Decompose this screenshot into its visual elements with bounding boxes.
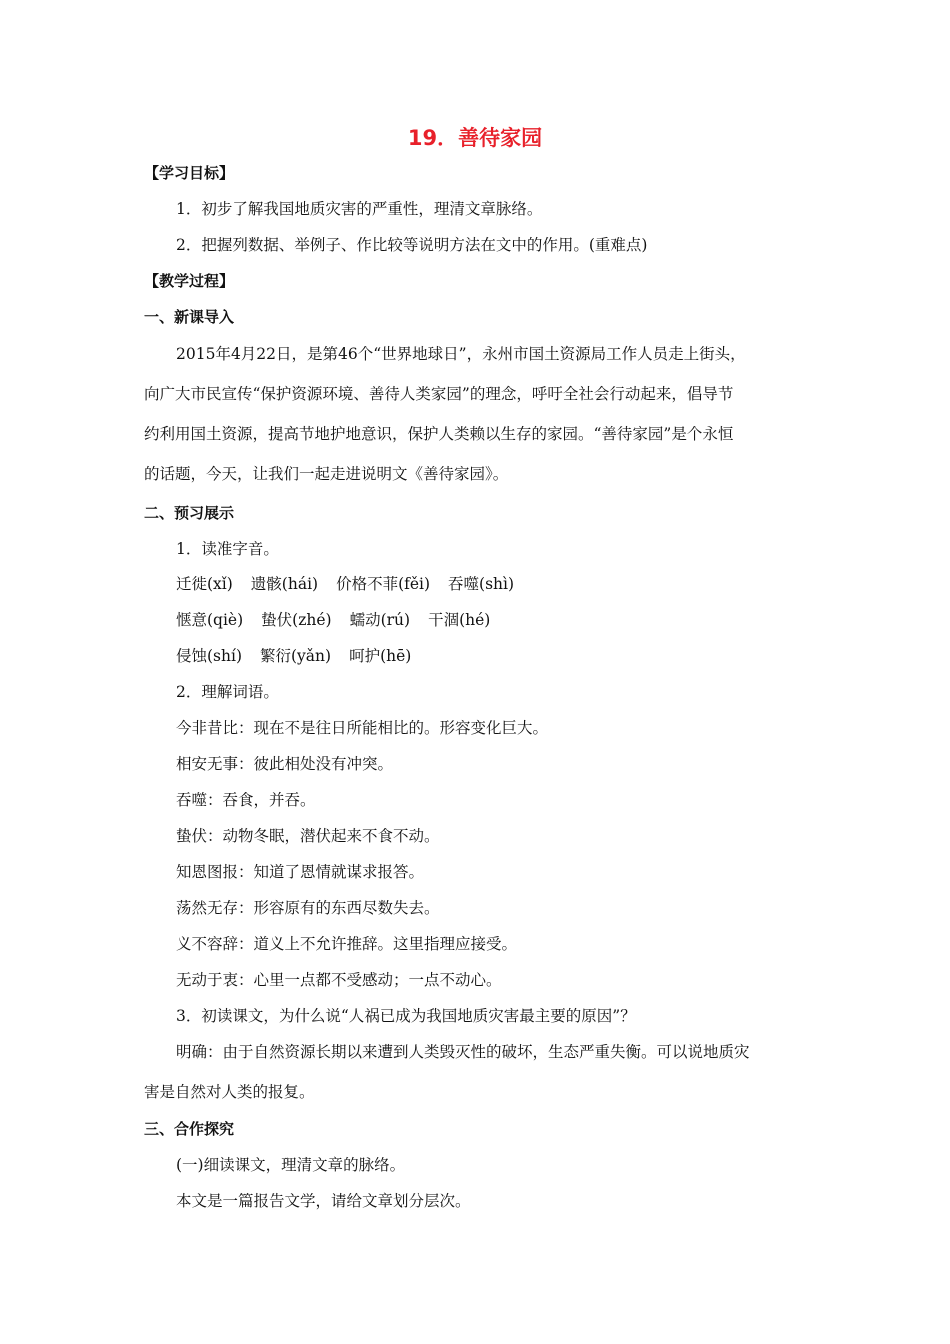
paragraph-line: 向广大市民宣传“保护资源环境、善待人类家园”的理念，呼吁全社会行动起来，倡导节 <box>144 385 734 403</box>
answer-line: 明确：由于自然资源长期以来遭到人类毁灭性的破坏，生态严重失衡。可以说地质灾 <box>176 1043 750 1061</box>
pinyin-item: 蠕动(rú) <box>349 611 411 629</box>
subheading: 2．理解词语。 <box>176 683 279 701</box>
vocab-item: 吞噬：吞食，并吞。 <box>176 791 316 809</box>
goal-item: 2．把握列数据、举例子、作比较等说明方法在文中的作用。(重难点) <box>176 236 648 254</box>
pinyin-row <box>176 610 508 630</box>
section-heading: 二、预习展示 <box>144 504 235 522</box>
paragraph-line: 的话题，今天，让我们一起走进说明文《善待家园》。 <box>144 465 509 483</box>
vocab-item: 无动于衷：心里一点都不受感动；一点不动心。 <box>176 971 502 989</box>
pinyin-item: 遗骸(hái) <box>250 575 319 593</box>
vocab-item: 相安无事：彼此相处没有冲突。 <box>176 755 394 773</box>
vocab-item: 荡然无存：形容原有的东西尽数失去。 <box>176 899 440 917</box>
pinyin-item: 蛰伏(zhé) <box>261 611 332 629</box>
section-heading: 三、合作探究 <box>144 1120 235 1138</box>
pinyin-item: 干涸(hé) <box>428 611 491 629</box>
goal-item: 1．初步了解我国地质灾害的严重性，理清文章脉络。 <box>176 200 543 218</box>
paragraph-line: (一)细读课文，理清文章的脉络。 <box>176 1156 406 1174</box>
subheading: 1．读准字音。 <box>176 540 279 558</box>
process-heading: 【教学过程】 <box>144 272 235 290</box>
pinyin-item: 繁衍(yǎn) <box>260 647 332 665</box>
paragraph-line: 2015年4月22日，是第46个“世界地球日”，永州市国土资源局工作人员走上街头， <box>176 345 746 363</box>
pinyin-item: 价格不菲(fěi) <box>336 575 431 593</box>
pinyin-item: 迁徙(xǐ) <box>176 575 233 593</box>
answer-line: 害是自然对人类的报复。 <box>144 1083 315 1101</box>
vocab-item: 蛰伏：动物冬眠，潜伏起来不食不动。 <box>176 827 440 845</box>
vocab-item: 义不容辞：道义上不允许推辞。这里指理应接受。 <box>176 935 518 953</box>
pinyin-item: 吞噬(shì) <box>448 575 515 593</box>
goals-heading: 【学习目标】 <box>144 164 235 182</box>
pinyin-row <box>176 646 429 666</box>
pinyin-row <box>176 574 532 594</box>
pinyin-item: 惬意(qiè) <box>176 611 244 629</box>
vocab-item: 知恩图报：知道了恩情就谋求报答。 <box>176 863 425 881</box>
paragraph-line: 约利用国土资源，提高节地护地意识，保护人类赖以生存的家园。“善待家园”是个永恒 <box>144 425 734 443</box>
question: 3．初读课文，为什么说“人祸已成为我国地质灾害最主要的原因”？ <box>176 1007 636 1025</box>
vocab-item: 今非昔比：现在不是往日所能相比的。形容变化巨大。 <box>176 719 549 737</box>
pinyin-item: 呵护(hē) <box>349 647 412 665</box>
section-heading: 一、新课导入 <box>144 308 235 326</box>
page-title: 19．善待家园 <box>407 126 543 150</box>
paragraph-line: 本文是一篇报告文学，请给文章划分层次。 <box>176 1192 471 1210</box>
pinyin-item: 侵蚀(shí) <box>176 647 242 665</box>
